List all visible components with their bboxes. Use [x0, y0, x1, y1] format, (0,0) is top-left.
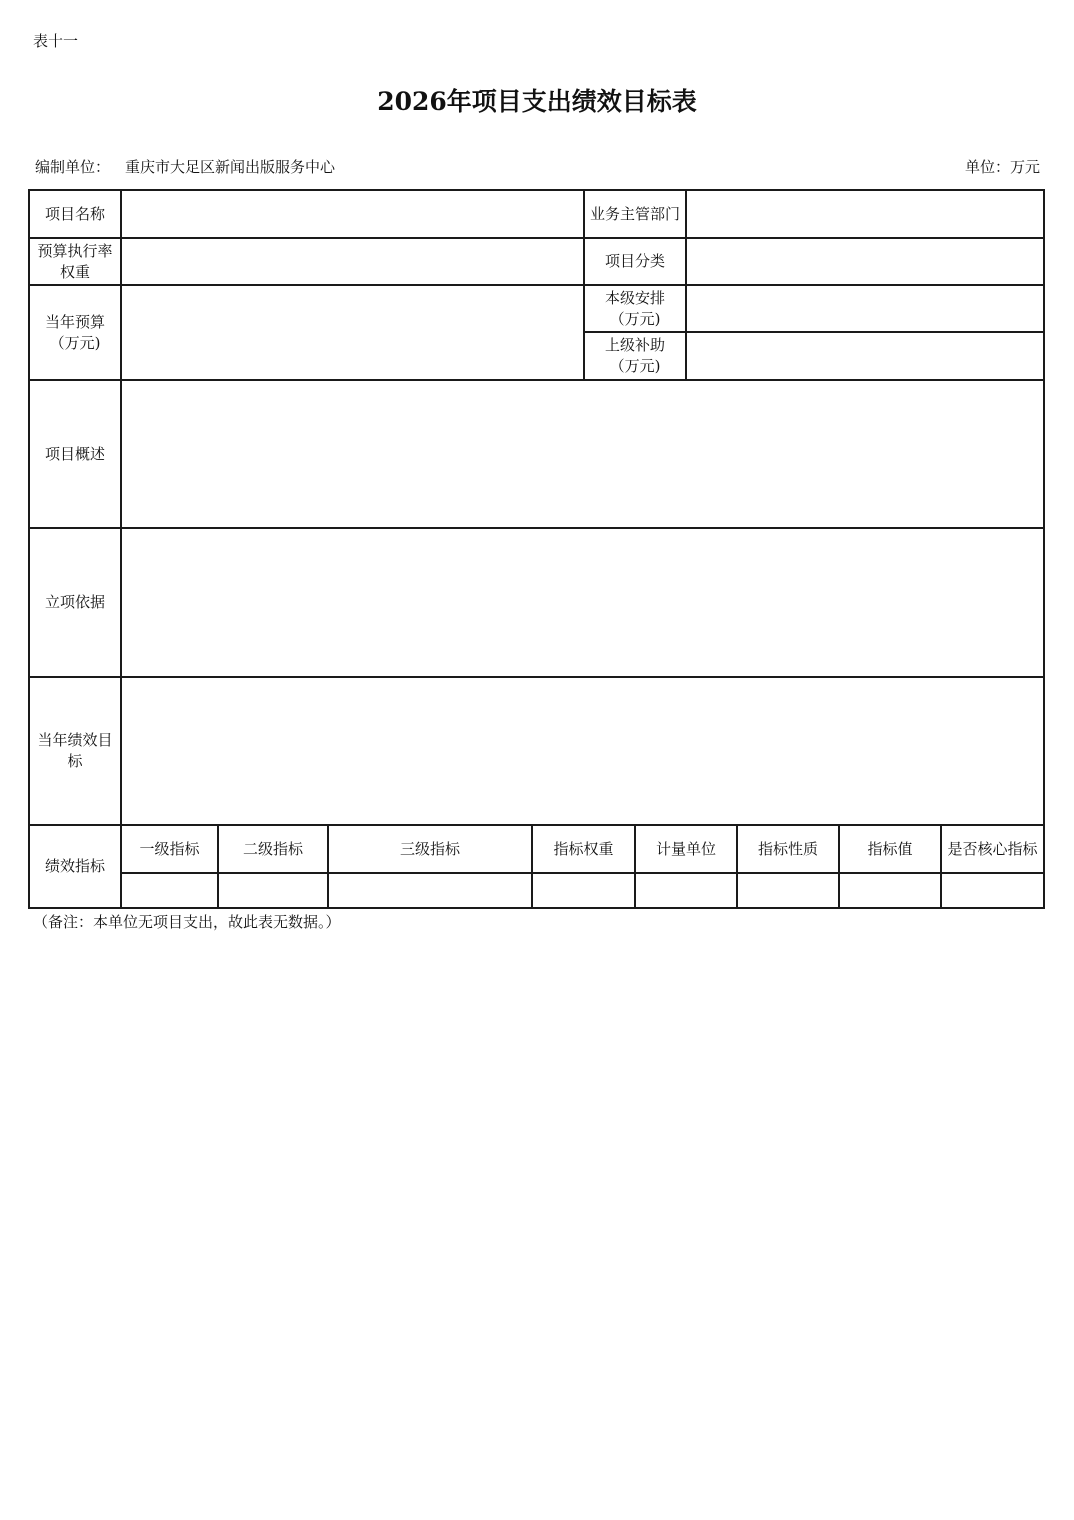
- indicator-header: 二级指标: [242, 839, 303, 858]
- indicator-header: 指标值: [867, 839, 913, 858]
- label-exec-rate-weight: 预算执行率权重: [37, 241, 113, 281]
- label-project-name: 项目名称: [44, 204, 105, 223]
- indicator-header: 一级指标: [139, 839, 200, 858]
- label-department: 业务主管部门: [589, 204, 680, 223]
- label-annual-budget: 当年预算（万元): [44, 312, 105, 352]
- indicator-header: 三级指标: [399, 839, 460, 858]
- indicator-header: 计量单位: [655, 839, 716, 858]
- footnote: （备注：本单位无项目支出，故此表无数据。）: [33, 913, 341, 931]
- label-local-allocation: 本级安排（万元): [604, 288, 665, 328]
- table-number: 表十一: [33, 32, 79, 50]
- label-indicators: 绩效指标: [44, 857, 105, 875]
- unit-label: 单位：万元: [964, 158, 1040, 176]
- label-overview: 项目概述: [44, 444, 105, 463]
- org-label: 编制单位：: [35, 158, 111, 176]
- label-annual-goal: 当年绩效目标: [37, 731, 113, 770]
- indicator-header: 是否核心指标: [947, 839, 1038, 858]
- label-category: 项目分类: [604, 252, 665, 270]
- org-value: 重庆市大足区新闻出版服务中心: [125, 158, 336, 176]
- indicator-header: 指标权重: [553, 839, 614, 858]
- label-upper-subsidy: 上级补助（万元): [604, 336, 665, 375]
- indicator-header: 指标性质: [757, 839, 818, 858]
- page-title: 2026年项目支出绩效目标表: [377, 87, 697, 116]
- label-basis: 立项依据: [44, 593, 105, 611]
